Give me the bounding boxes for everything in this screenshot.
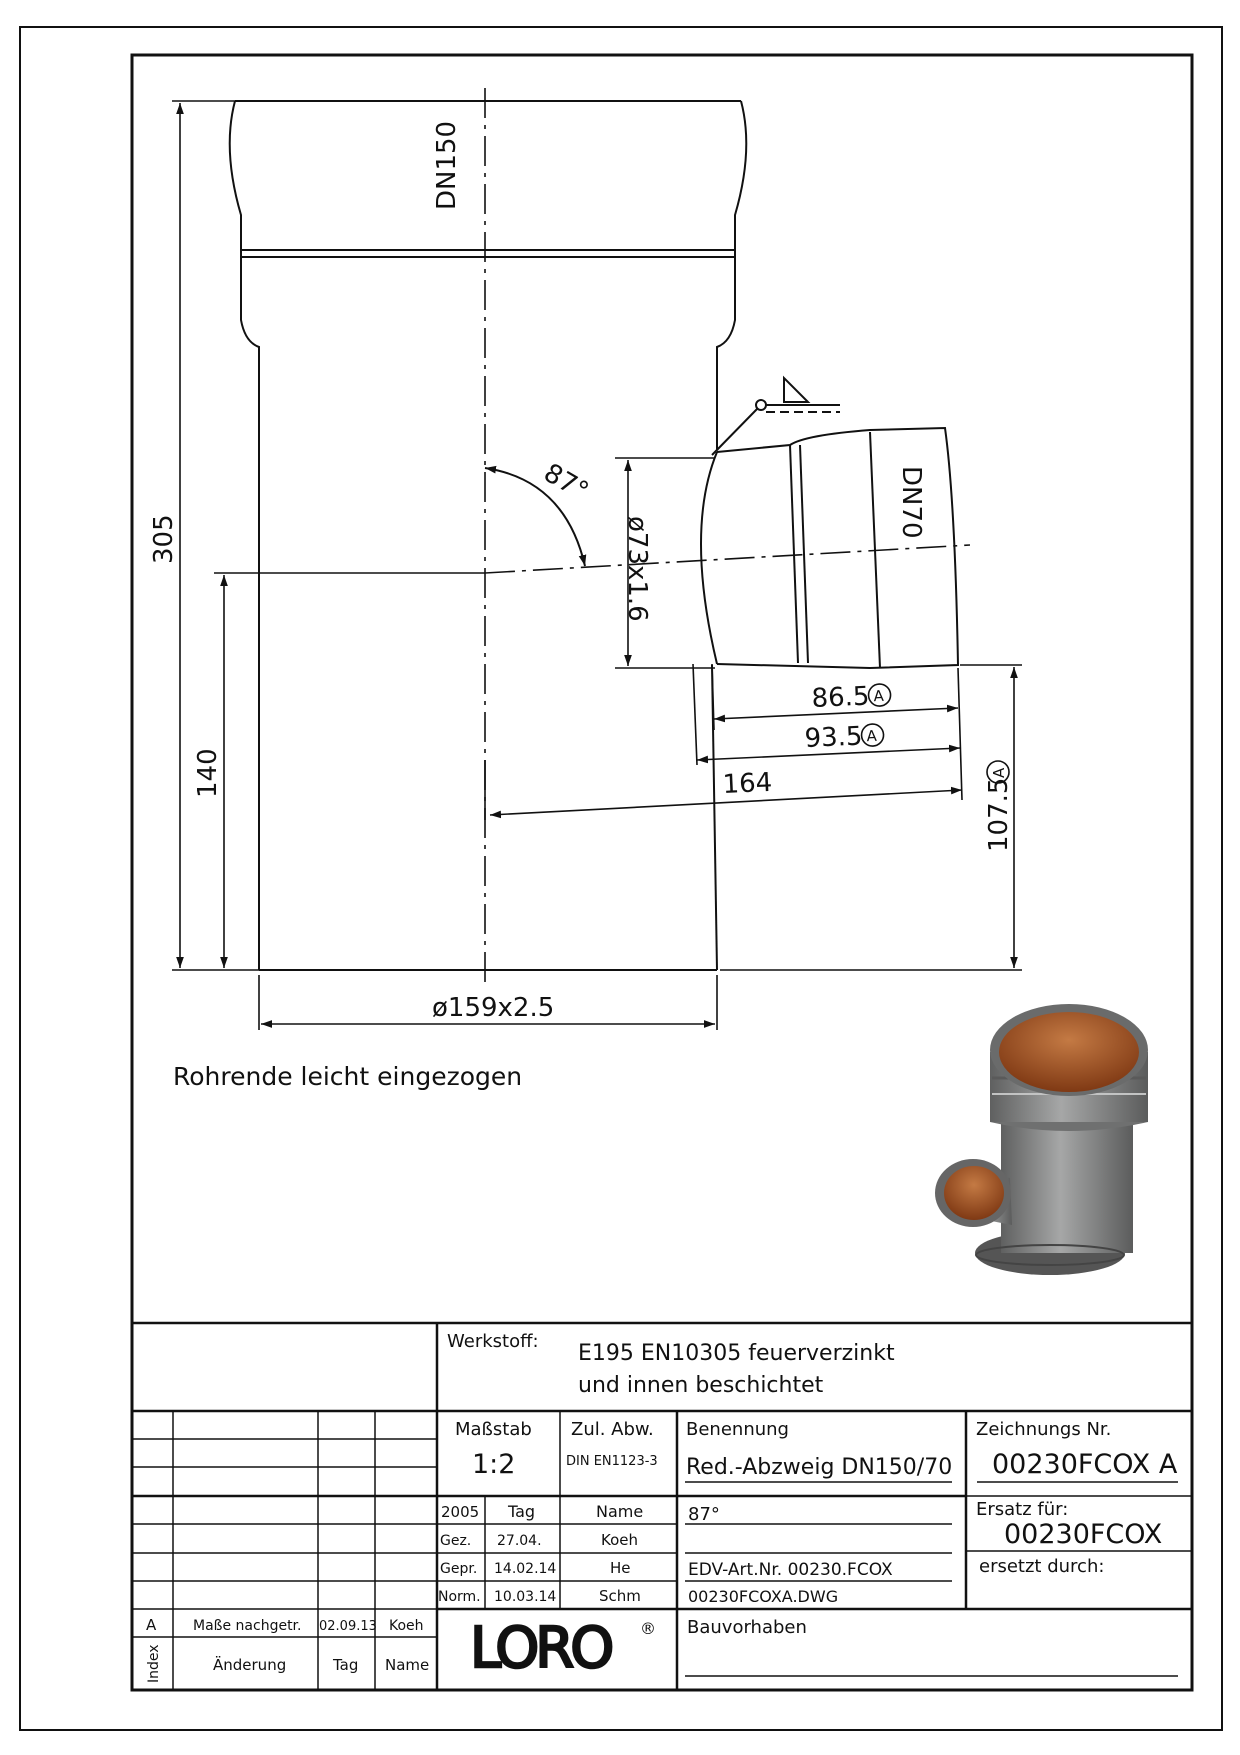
angle-note: 87° — [688, 1504, 720, 1525]
svg-text:86.5: 86.5 — [810, 681, 871, 714]
werkstoff-label: Werkstoff: — [447, 1331, 539, 1352]
werkstoff-line2: und innen beschichtet — [578, 1373, 824, 1398]
revision-date: 02.09.13 — [319, 1619, 377, 1634]
aenderung-header: Änderung — [213, 1656, 287, 1674]
benennung-value: Red.-Abzweig DN150/70 — [686, 1455, 953, 1480]
rev-tag-header: Tag — [333, 1656, 359, 1674]
label-height-total: 305 — [149, 514, 179, 564]
label-dn150: DN150 — [432, 120, 462, 210]
svg-text:A: A — [873, 686, 885, 706]
rev-name-header: Name — [385, 1656, 430, 1674]
benennung-label: Benennung — [686, 1419, 789, 1440]
revision-name: Koeh — [389, 1618, 424, 1634]
year: 2005 — [441, 1503, 480, 1521]
svg-text:®: ® — [640, 1619, 656, 1638]
inner-frame — [132, 55, 1192, 1690]
svg-text:LORO: LORO — [470, 1616, 611, 1681]
svg-text:93.5: 93.5 — [803, 721, 864, 754]
dim-107-5 — [984, 761, 1014, 852]
bauvorhaben-label: Bauvorhaben — [687, 1617, 807, 1638]
ersetzt-durch-label: ersetzt durch: — [979, 1556, 1105, 1577]
weld-symbol — [712, 378, 840, 455]
svg-text:107.5: 107.5 — [984, 777, 1014, 852]
note-pipe-end: Rohrende leicht eingezogen — [173, 1062, 523, 1091]
revision-change: Maße nachgetr. — [193, 1618, 302, 1634]
row-gepr-name: He — [610, 1559, 631, 1577]
name-header: Name — [596, 1502, 644, 1521]
massstab-label: Maßstab — [455, 1419, 532, 1440]
zul-abw-label: Zul. Abw. — [571, 1419, 654, 1440]
row-gepr-label: Gepr. — [440, 1561, 478, 1577]
dim-86-5 — [811, 681, 891, 714]
werkstoff-line1: E195 EN10305 feuerverzinkt — [578, 1341, 895, 1366]
label-branch-diameter: ø73x1.6 — [622, 516, 652, 622]
edv-art-nr: EDV-Art.Nr. 00230.FCOX — [688, 1560, 893, 1580]
label-dn70: DN70 — [896, 466, 926, 539]
label-main-diameter: ø159x2.5 — [432, 993, 555, 1023]
revision-index: A — [146, 1616, 157, 1634]
ersatz-fuer-label: Ersatz für: — [976, 1499, 1069, 1520]
row-gez-tag: 27.04. — [497, 1533, 542, 1549]
dim-93-5 — [804, 721, 884, 754]
svg-text:A: A — [866, 726, 878, 746]
row-norm-tag: 10.03.14 — [494, 1589, 557, 1605]
svg-text:A: A — [990, 767, 1008, 778]
label-angle: 87° — [538, 458, 594, 508]
row-norm-name: Schm — [599, 1587, 641, 1605]
dimension-lines — [172, 101, 1022, 1030]
label-height-branch: 140 — [193, 748, 223, 798]
zul-abw-value: DIN EN1123-3 — [566, 1454, 658, 1469]
zeichnungs-nr-label: Zeichnungs Nr. — [976, 1419, 1112, 1440]
row-gez-name: Koeh — [601, 1531, 639, 1549]
main-pipe-outline — [230, 101, 747, 970]
dwg-file: 00230FCOXA.DWG — [688, 1587, 839, 1606]
product-3d-illustration — [935, 1004, 1148, 1275]
row-gez-label: Gez. — [440, 1533, 472, 1549]
row-norm-label: Norm. — [438, 1589, 481, 1605]
dim-164: 164 — [721, 767, 773, 800]
tag-header: Tag — [508, 1502, 536, 1521]
loro-logo — [470, 1616, 656, 1681]
massstab-value: 1:2 — [472, 1449, 516, 1480]
row-gepr-tag: 14.02.14 — [494, 1561, 557, 1577]
index-header: Index — [146, 1644, 162, 1683]
ersatz-fuer-value: 00230FCOX — [1004, 1519, 1163, 1550]
zeichnungs-nr-value: 00230FCOX A — [992, 1449, 1178, 1480]
